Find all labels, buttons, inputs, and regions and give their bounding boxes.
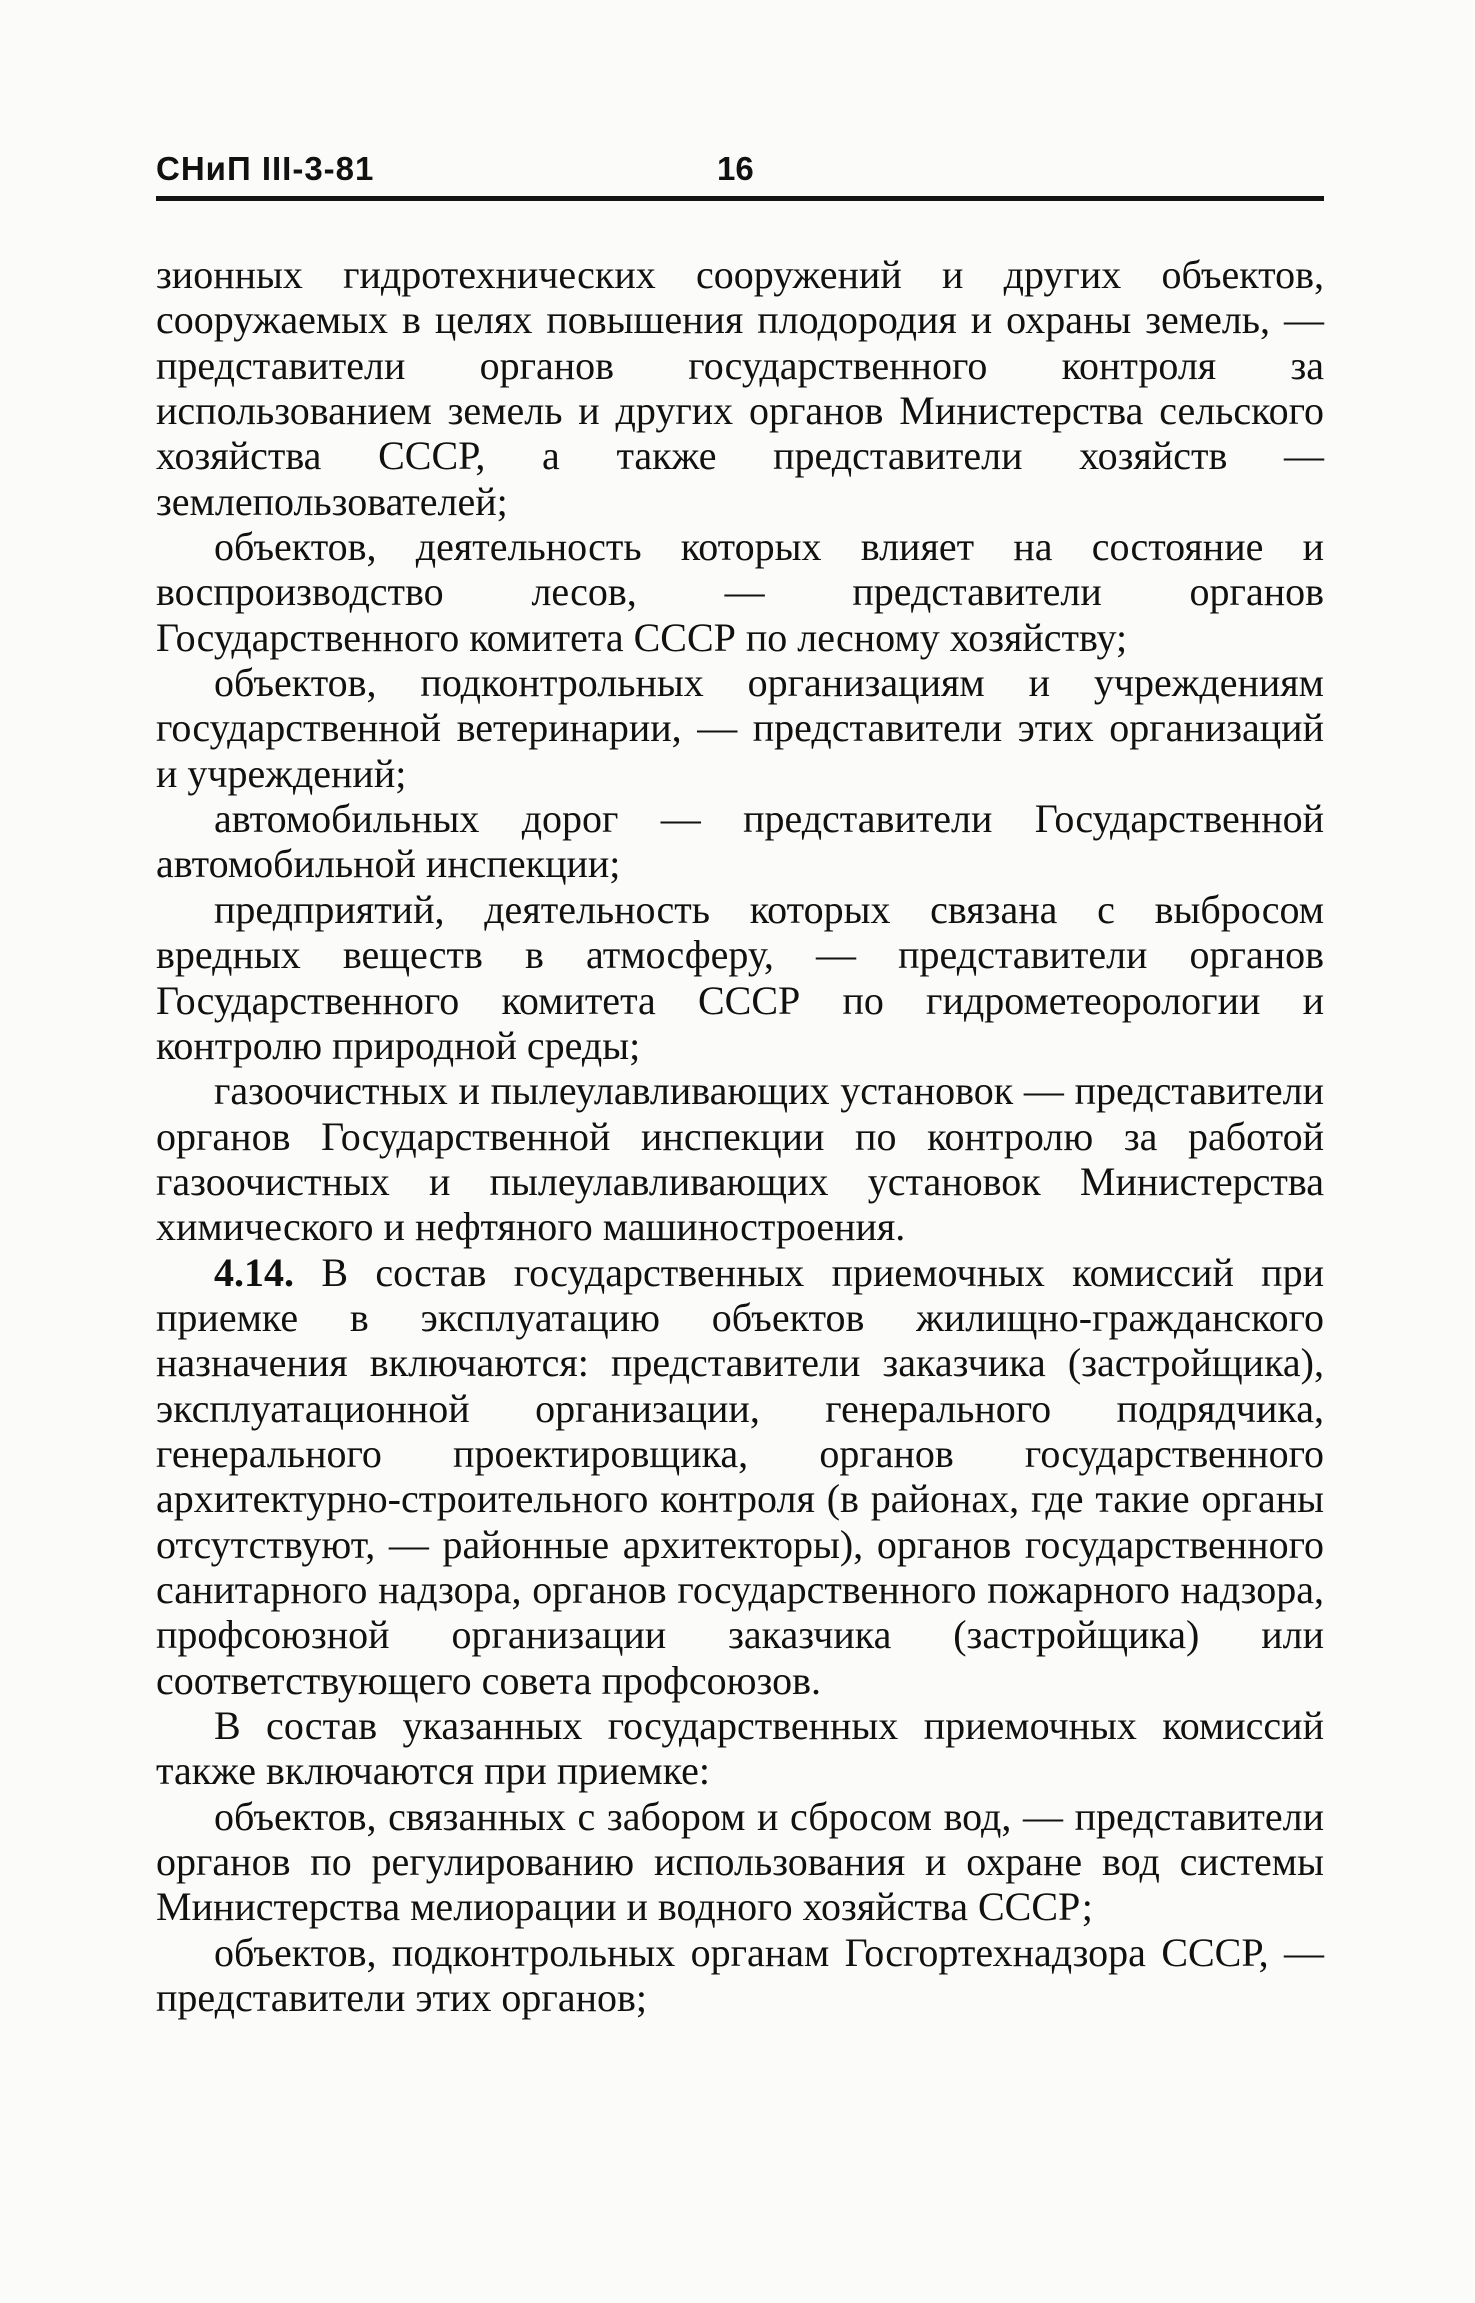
document-code: СНиП III-3-81 (156, 150, 375, 187)
header-divider (156, 196, 1324, 201)
paragraph (156, 1703, 1324, 1794)
paragraph-text: объектов, деятельность которых влияет на состояние и воспроизводство лесов, — представители органов Государственного комитета СССР по лесному хозяйству; (156, 524, 1324, 660)
paragraph-text: объектов, подконтрольных органам Госгортехнадзора СССР, — представители этих органов; (156, 1929, 1324, 2021)
page-number: 16 (717, 150, 754, 187)
paragraph-text: объектов, подконтрольных организациям и учреждениям государственной ветеринарии, — представители этих организаций и учреждений; (156, 660, 1324, 796)
clause-4-14 (156, 1250, 1324, 1703)
page-header (156, 150, 1324, 210)
paragraph (156, 1794, 1324, 1930)
paragraph-text: объектов, связанных с забором и сбросом вод, — представители органов по регулированию использования и охране вод системы Министерства мелиорации и водного хозяйства СССР; (156, 1793, 1324, 1930)
paragraph-text: предприятий, деятельность которых связана с выбросом вредных веществ в атмосферу, — представители органов Государственного комитета СССР по гидрометеорологии и контролю природной среды; (156, 886, 1324, 1068)
paragraph (156, 252, 1324, 524)
clause-number: 4.14. (214, 1249, 294, 1295)
paragraph (156, 660, 1324, 796)
paragraph-text: В состав государственных приемочных комиссий при приемке в эксплуатацию объектов жилищно-гражданского назначения включаются: представители заказчика (застройщика), эксплуатационной организации, генерального подрядчика, генерального проектировщика, органов государственного архитектурно-строительного контроля (в районах, где такие органы отсутствуют, — районные архитекторы), органов государственного санитарного надзора, органов государственного пожарного надзора, профсоюзной организации заказчика (застройщика) или соответствующего совета профсоюзов. (156, 1249, 1324, 1703)
paragraph-text: автомобильных дорог — представители Государственной автомобильной инспекции; (156, 796, 1324, 887)
paragraph-text: газоочистных и пылеулавливающих установок — представители органов Государственной инспекции по контролю за работой газоочистных и пылеулавливающих установок Министерства химического и нефтяного машиностроения. (156, 1068, 1324, 1250)
paragraph-text: В состав указанных государственных приемочных комиссий также включаются при приемке: (156, 1703, 1324, 1794)
paragraph (156, 1068, 1324, 1249)
paragraph (156, 524, 1324, 660)
paragraph-text: зионных гидротехнических сооружений и других объектов, сооружаемых в целях повышения плодородия и охраны земель, — представители органов государственного контроля за использованием земель и других органов Министерства сельского хозяйства СССР, а также представители хозяйств — землепользователей; (156, 252, 1324, 524)
paragraph (156, 887, 1324, 1068)
paragraph (156, 1930, 1324, 2021)
body-text (156, 252, 1324, 2020)
paragraph (156, 796, 1324, 887)
